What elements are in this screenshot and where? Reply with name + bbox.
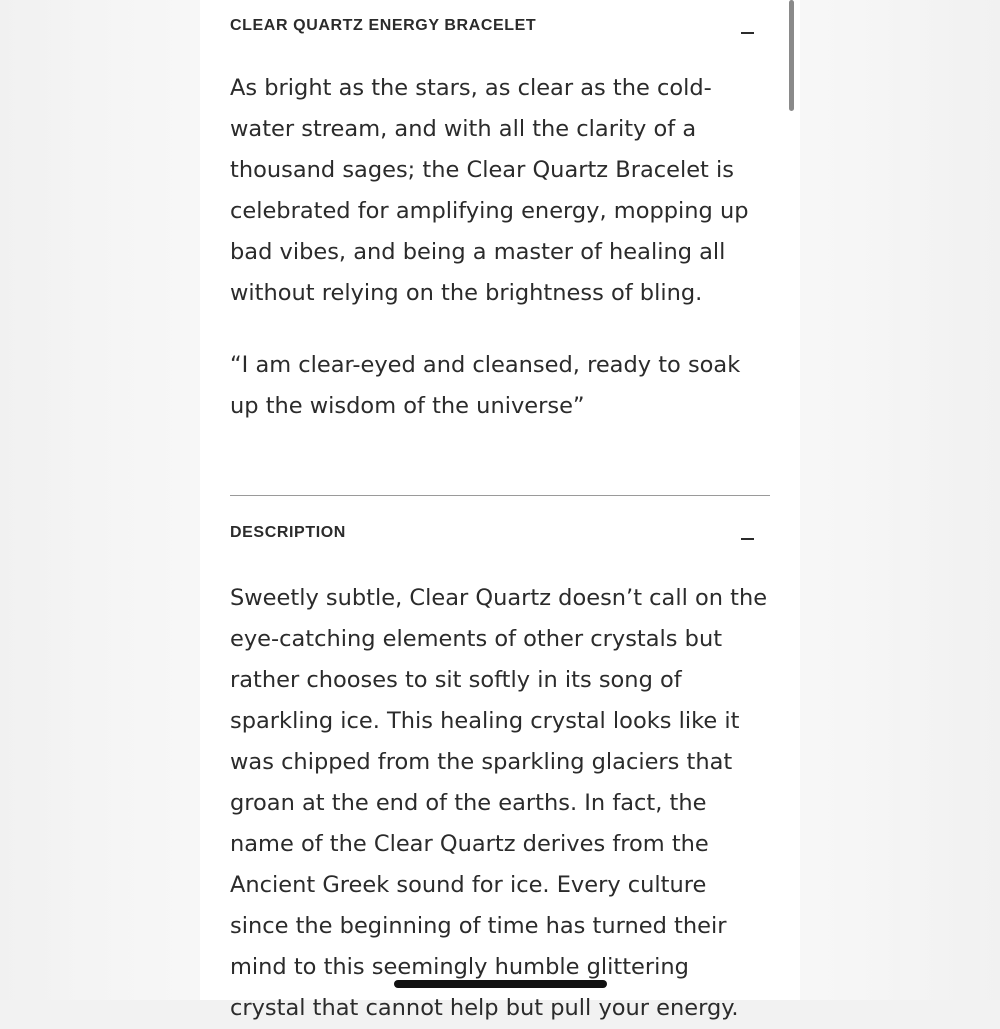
- accordion-header-bracelet[interactable]: [230, 0, 770, 54]
- section-title: CLEAR QUARTZ ENERGY BRACELET: [230, 17, 537, 34]
- home-indicator[interactable]: [394, 980, 607, 988]
- section-title: DESCRIPTION: [230, 524, 346, 541]
- product-affirmation-quote: “I am clear-eyed and cleansed, ready to soak up the wisdom of the universe”: [230, 352, 741, 419]
- product-intro-text: As bright as the stars, as clear as the cold-water stream, and with all the clarity of a thousand sages; the Clear Quartz Bracelet is celebrated for amplifying energy, mopping up bad vibes, and being a master of healing all without relying on the brightness of bling.: [230, 75, 749, 306]
- minus-icon[interactable]: [741, 32, 754, 34]
- accordion-header-description[interactable]: [230, 496, 770, 550]
- scrollbar[interactable]: [789, 0, 794, 111]
- description-text: Sweetly subtle, Clear Quartz doesn’t call on the eye-catching elements of other crystals but rather chooses to sit softly in its song of sparkling ice. This healing crystal looks like it was chipped from the sparkling glaciers that groan at the end of the earths. In fact, the name of the Clear Quartz derives from the Ancient Greek sound for ice. Every culture since the beginning of time has turned their mind to this seemingly humble glittering crystal that cannot help but pull your energy.: [230, 585, 768, 1021]
- minus-icon[interactable]: [741, 538, 754, 540]
- accordion-list: [230, 0, 770, 1029]
- accordion-section-description: [230, 496, 770, 1029]
- accordion-section-bracelet: [230, 0, 770, 496]
- product-details-panel: [200, 0, 800, 1021]
